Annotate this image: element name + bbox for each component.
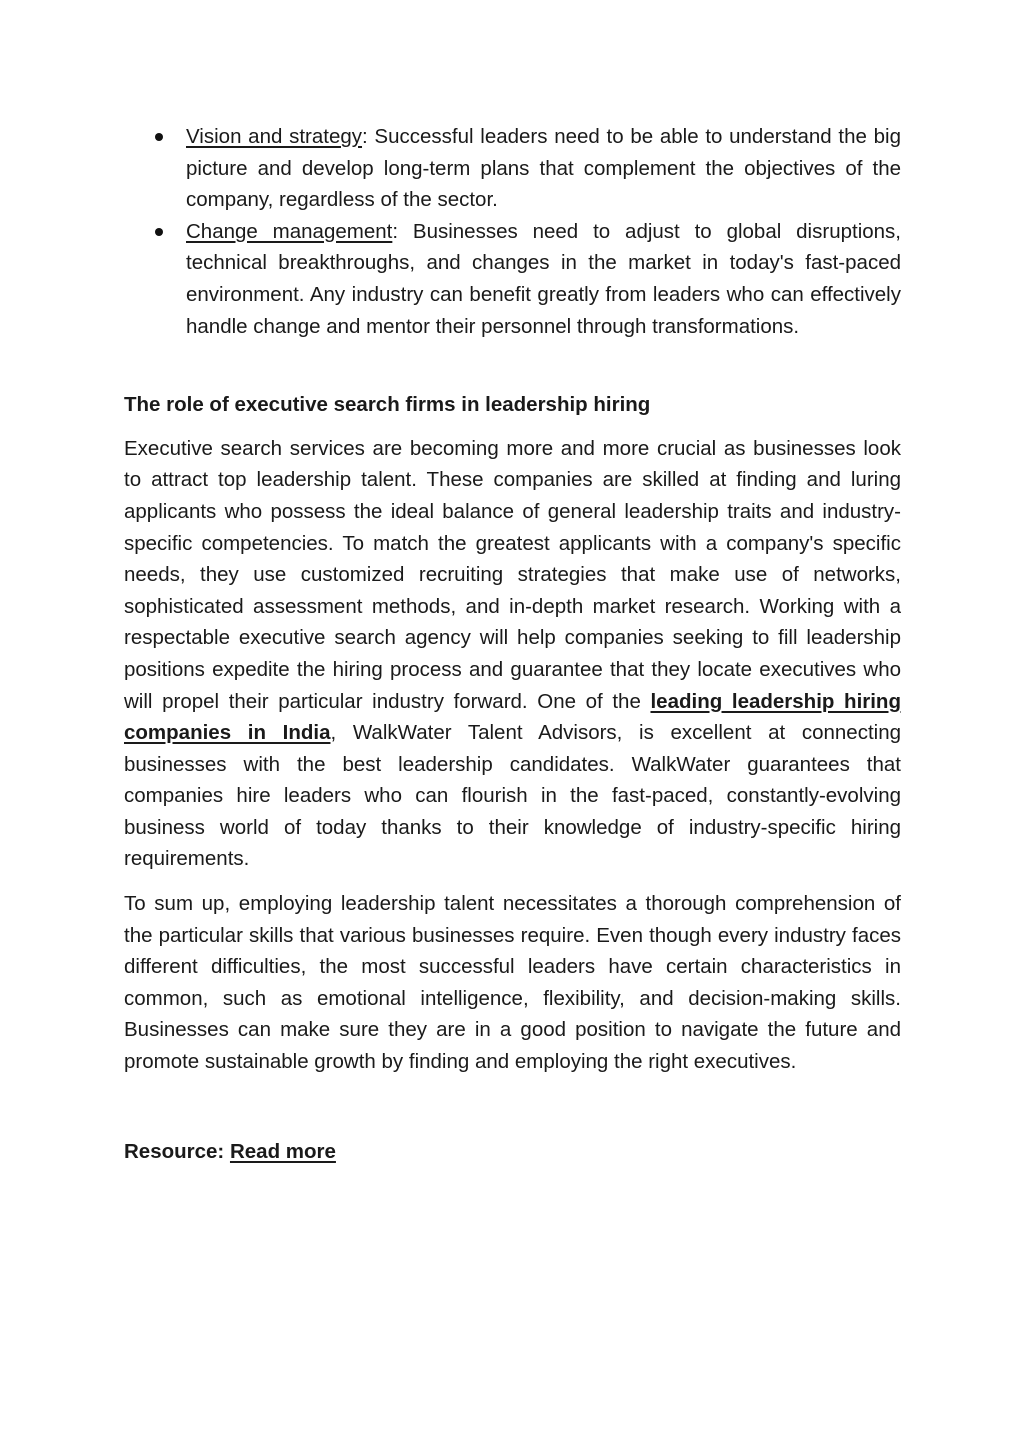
bullet-text: : Successful leaders need to be able to understand the big picture and develop long-term plans that complement the objectives of the company, regardless of the sector. <box>186 125 901 212</box>
bullet-term: Change management <box>186 219 393 243</box>
paragraph-text: , WalkWater Talent Advisors, is excellent at connecting businesses with the best leadership candidates. WalkWater guarantees that companies hire leaders who can flourish in the fast-paced, constantly-evolving business world of today thanks to their knowledge of industry-specific hiring requirements. <box>124 721 901 871</box>
paragraph-summary: To sum up, employing leadership talent necessitates a thorough comprehension of the particular skills that various businesses require. Even though every industry faces different difficulties, the most successful leaders have certain characteristics in common, such as emotional intelligence, flexibility, and decision-making skills. Businesses can make sure they are in a good position to navigate the future and promote sustainable growth by finding and employing the right executives. <box>124 892 901 1074</box>
bullet-item-change-management <box>124 216 901 342</box>
bullet-list <box>124 121 901 342</box>
resource-label: Resource: <box>124 1139 230 1163</box>
bullet-item-vision-strategy <box>124 121 901 216</box>
bullet-text: : Businesses need to adjust to global disruptions, technical breakthroughs, and changes in the market in today's fast-paced environment. Any industry can benefit greatly from leaders who can effectively handle change and mentor their personnel through transformations. <box>186 219 901 338</box>
bullet-dot-icon <box>155 133 163 141</box>
paragraph-text: Executive search services are becoming more and more crucial as businesses look to attract top leadership talent. These companies are skilled at finding and luring applicants who possess the ideal balance of general leadership traits and industry-specific competencies. To match the greatest applicants with a company's specific needs, they use customized recruiting strategies that make use of networks, sophisticated assessment methods, and in-depth market research. Working with a respectable executive search agency will help companies seeking to fill leadership positions expedite the hiring process and guarantee that they locate executives who will propel their particular industry forward. One of the <box>124 436 901 713</box>
leadership-hiring-link[interactable]: leading leadership hiring companies in India <box>124 689 901 745</box>
bullet-dot-icon <box>155 228 163 236</box>
resource-line <box>124 1136 901 1168</box>
document-page <box>124 121 901 1167</box>
section-heading: The role of executive search firms in leadership hiring <box>124 393 651 417</box>
bullet-term: Vision and strategy <box>186 125 363 148</box>
paragraph-executive-search <box>124 433 901 875</box>
read-more-link[interactable]: Read more <box>229 1139 336 1163</box>
